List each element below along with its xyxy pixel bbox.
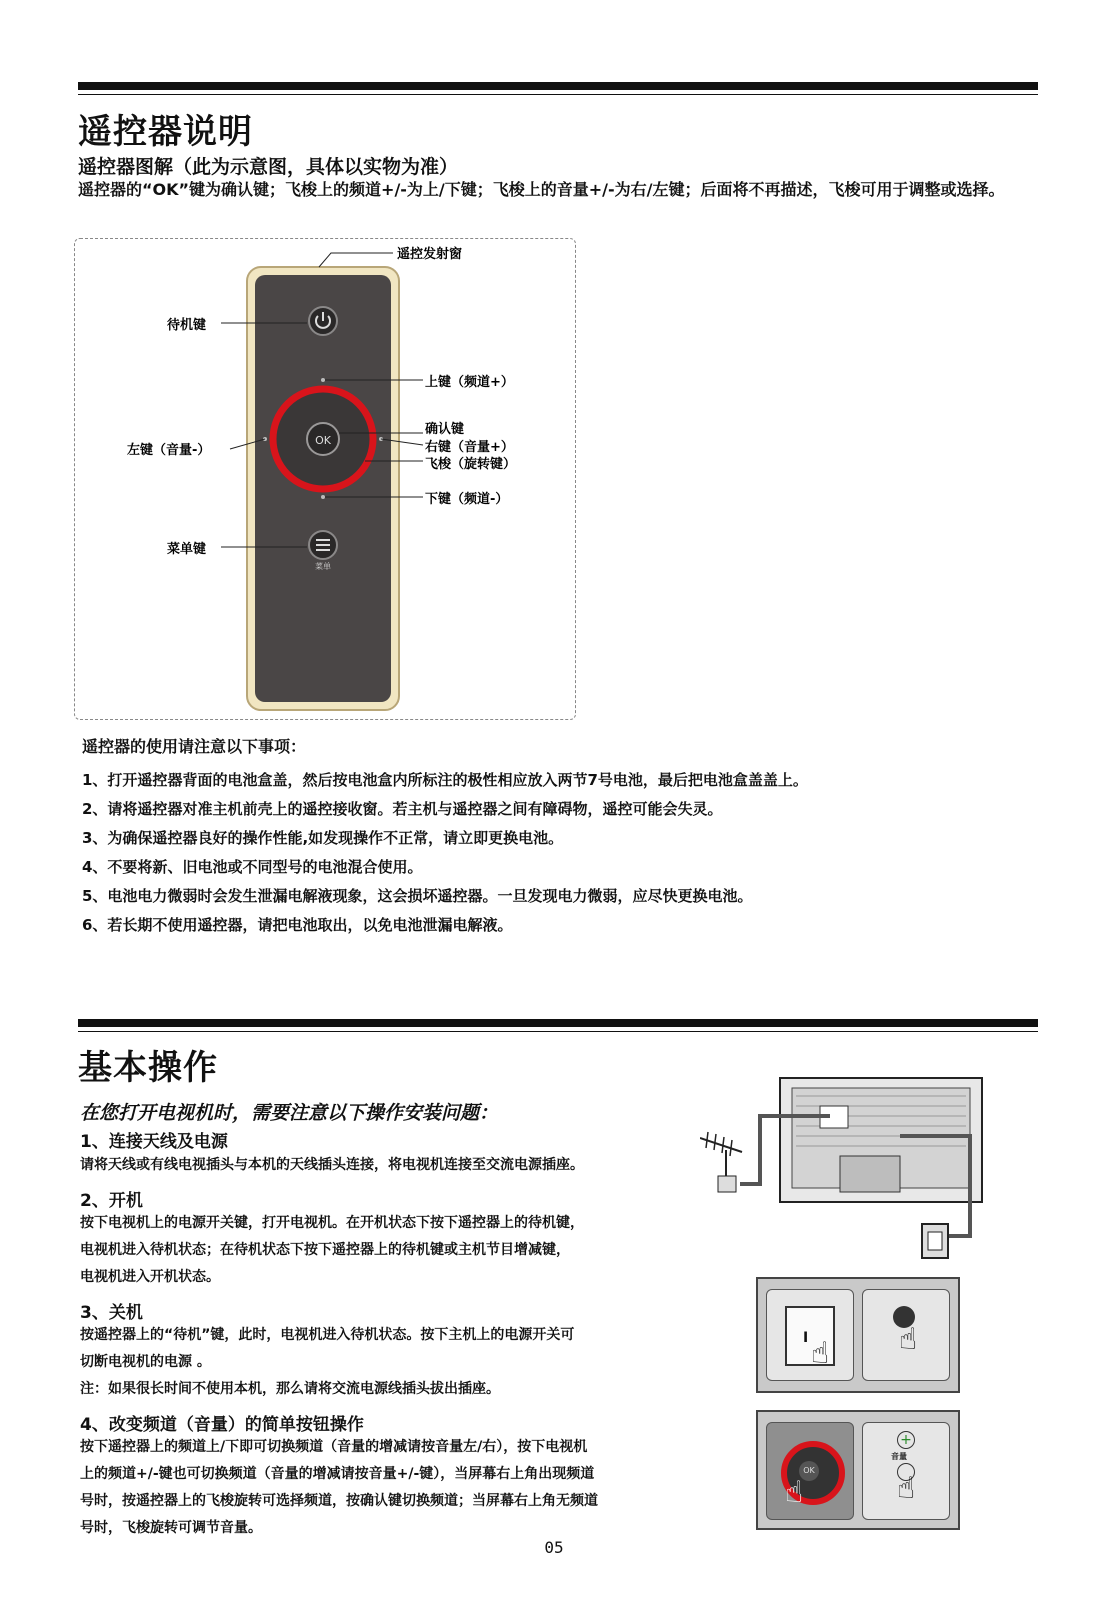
step-line: 号时，飞梭旋转可调节音量。 [80, 1520, 262, 1536]
tv-antenna-illustration [700, 1076, 1000, 1272]
step-line: 电视机进入待机状态；在待机状态下按下遥控器上的待机键或主机节目增减键， [80, 1242, 570, 1258]
list-item: 2、请将遥控器对准主机前壳上的遥控接收窗。若主机与遥控器之间有障碍物，遥控可能会失灵。 [82, 800, 723, 818]
remote-shuttle-panel [766, 1422, 854, 1520]
basic-italic-heading: 在您打开电视机时，需要注意以下操作安装问题： [80, 1102, 499, 1124]
step-title-2: 2、开机 [80, 1191, 143, 1211]
antenna-socket-icon [718, 1176, 736, 1192]
page-number: 05 [544, 1538, 564, 1557]
power-buttons-illustration [756, 1277, 960, 1393]
remote-diagram-svg [75, 239, 575, 719]
ok-icon: OK [799, 1461, 819, 1481]
remote-standby-panel [862, 1289, 950, 1381]
step-text-2 [80, 1210, 700, 1291]
step-title-4: 4、改变频道（音量）的简单按钮操作 [80, 1415, 364, 1435]
hand-pointer-icon: ☝ [785, 1475, 804, 1510]
remote-description: 遥控器的“OK”键为确认键；飞梭上的频道+/-为上/下键；飞梭上的音量+/-为右/左键；后面将不再描述，飞梭可用于调整或选择。 [78, 180, 1005, 199]
section-rule-top-thin [78, 94, 1038, 95]
volume-label: 音量 [891, 1452, 907, 1461]
label-shuttle: 飞梭（旋转键） [425, 457, 517, 472]
step-line: 注：如果很长时间不使用本机，那么请将交流电源线插头拔出插座。 [80, 1381, 500, 1397]
step-text-4 [80, 1434, 700, 1542]
menu-button-text: 菜单 [315, 562, 331, 571]
tv-power-switch-panel [766, 1289, 854, 1381]
list-item: 6、若长期不使用遥控器，请把电池取出，以免电池泄漏电解液。 [82, 916, 513, 934]
step-line: 按下电视机上的电源开关键，打开电视机。在开机状态下按下遥控器上的待机键， [80, 1215, 584, 1231]
label-down: 下键（频道-） [425, 492, 509, 507]
up-dot [321, 378, 325, 382]
section-title-remote: 遥控器说明 [78, 112, 253, 152]
list-item: 1、打开遥控器背面的电池盒盖，然后按电池盒内所标注的极性相应放入两节7号电池，最后把电池盒盖盖上。 [82, 771, 808, 789]
label-remote-window: 遥控发射窗 [397, 247, 463, 262]
label-right: 右键（音量+） [425, 440, 514, 455]
section-rule-middle-thin [78, 1031, 1038, 1032]
section-rule-top [78, 82, 1038, 90]
tv-volume-panel [862, 1422, 950, 1520]
list-item: 5、电池电力微弱时会发生泄漏电解液现象，这会损坏遥控器。一旦发现电力微弱，应尽快更换电池。 [82, 887, 753, 905]
channel-volume-illustration [756, 1410, 960, 1530]
list-item: 3、为确保遥控器良好的操作性能,如发现操作不正常，请立即更换电池。 [82, 829, 564, 847]
plus-icon: + [897, 1431, 915, 1449]
down-dot [321, 495, 325, 499]
section-title-basic: 基本操作 [78, 1048, 218, 1088]
step-text-1 [80, 1152, 700, 1179]
step-title-1: 1、连接天线及电源 [80, 1132, 228, 1152]
hand-pointer-icon: ☝ [897, 1471, 916, 1506]
label-menu: 菜单键 [167, 542, 207, 557]
step-line: 按下遥控器上的频道上/下即可切换频道（音量的增减请按音量左/右），按下电视机 [80, 1439, 588, 1455]
step-title-3: 3、关机 [80, 1303, 143, 1323]
step-line: 上的频道+/-键也可切换频道（音量的增减请按音量+/-键），当屏幕右上角出现频道 [80, 1466, 595, 1482]
remote-diagram [74, 238, 576, 720]
ok-button-text: OK [315, 434, 331, 447]
label-standby: 待机键 [167, 318, 207, 333]
step-line: 请将天线或有线电视插头与本机的天线插头连接，将电视机连接至交流电源插座。 [80, 1157, 584, 1173]
switch-mark: Ⅰ [803, 1330, 809, 1346]
step-text-3 [80, 1322, 700, 1403]
step-line: 按遥控器上的“待机”键，此时，电视机进入待机状态。按下主机上的电源开关可 [80, 1327, 575, 1343]
label-ok: 确认键 [425, 422, 465, 437]
step-line: 号时，按遥控器上的飞梭旋转可选择频道，按确认键切换频道；当屏幕右上角无频道 [80, 1493, 598, 1509]
label-up: 上键（频道+） [425, 375, 514, 390]
step-line: 电视机进入开机状态。 [80, 1269, 220, 1285]
notes-list [82, 766, 808, 940]
hand-pointer-icon: ☝ [899, 1322, 918, 1357]
section-rule-middle [78, 1019, 1038, 1027]
notes-title: 遥控器的使用请注意以下事项： [82, 737, 307, 756]
remote-diagram-subtitle: 遥控器图解（此为示意图，具体以实物为准） [78, 156, 459, 178]
step-line: 切断电视机的电源 。 [80, 1354, 211, 1370]
hand-pointer-icon: ☝ [811, 1336, 830, 1371]
label-left: 左键（音量-） [127, 443, 211, 458]
list-item: 4、不要将新、旧电池或不同型号的电池混合使用。 [82, 858, 423, 876]
